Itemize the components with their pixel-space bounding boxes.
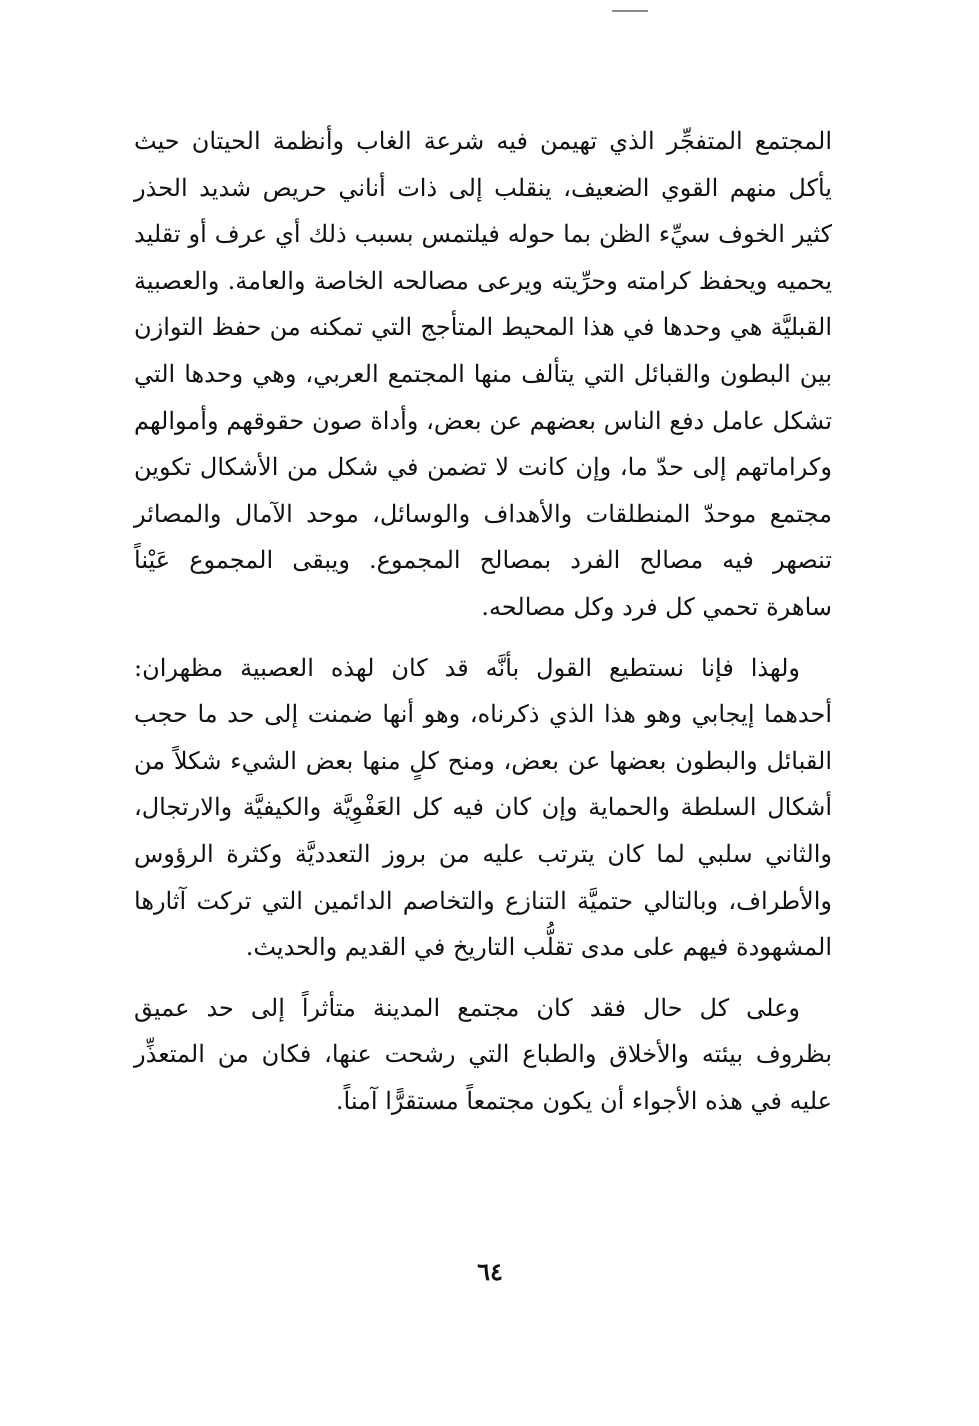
page-number: ٦٤	[477, 1257, 503, 1286]
text-line: وكراماتهم إلى حدّ ما، وإن كانت لا تضمن في شكل من الأشكال تكوين	[134, 453, 832, 482]
text-line: القبليَّة هي وحدها في هذا المحيط المتأجج التي تمكنه من حفظ التوازن	[134, 313, 832, 342]
text-line: والثاني سلبي لما كان يترتب عليه من بروز التعدديَّة وكثرة الرؤوس	[134, 839, 832, 868]
text-line: أشكال السلطة والحماية وإن كان فيه كل العَفْوِيَّة والكيفيَّة والارتجال،	[134, 793, 832, 822]
text-line: يأكل منهم القوي الضعيف، ينقلب إلى ذات أناني حريص شديد الحذر	[134, 173, 832, 202]
text-line: تنصهر فيه مصالح الفرد بمصالح المجموع. ويبقى المجموع عَيْناً	[134, 546, 832, 575]
text-line: تشكل عامل دفع الناس بعضهم عن بعض، وأداة صون حقوقهم وأموالهم	[134, 406, 832, 435]
text-line: المشهودة فيهم على مدى تقلُّب التاريخ في القديم والحديث.	[245, 933, 832, 962]
text-line: المجتمع المتفجِّر الذي تهيمن فيه شرعة الغاب وأنظمة الحيتان حيث	[134, 127, 832, 155]
text-line: مجتمع موحدّ المنطلقات والأهداف والوسائل، موحد الآمال والمصائر	[134, 499, 832, 528]
text-line: عليه في هذه الأجواء أن يكون مجتمعاً مستقرًّا آمناً.	[335, 1086, 832, 1115]
text-line: يحميه ويحفظ كرامته وحرِّيته ويرعى مصالحه الخاصة والعامة. والعصبية	[134, 266, 832, 295]
text-line: أحدهما إيجابي وهو هذا الذي ذكرناه، وهو أنها ضمنت إلى حد ما حجب	[134, 700, 832, 729]
text-line: بظروف بيئته والأخلاق والطباع التي رشحت عنها، فكان من المتعذِّر	[134, 1040, 832, 1069]
text-line: كثير الخوف سيِّء الظن بما حوله فيلتمس بسبب ذلك أي عرف أو تقليد	[134, 220, 832, 249]
paragraph-1	[134, 118, 832, 631]
text-line: والأطراف، وبالتالي حتميَّة التنازع والتخاصم الدائمين التي تركت آثارها	[134, 886, 832, 915]
top-rule	[612, 10, 648, 12]
body-text	[134, 118, 832, 1124]
paragraph-2	[134, 645, 832, 971]
text-line: ولهذا فإنا نستطيع القول بأنَّه قد كان لهذه العصبية مظهران:	[134, 653, 800, 682]
text-line: بين البطون والقبائل التي يتألف منها المجتمع العربي، وهي وحدها التي	[134, 359, 832, 388]
paragraph-3	[134, 985, 832, 1125]
text-line: وعلى كل حال فقد كان مجتمع المدينة متأثراً إلى حد عميق	[134, 993, 800, 1022]
text-line: القبائل والبطون بعضها عن بعض، ومنح كلٍ منها بعض الشيء شكلاً من	[134, 746, 832, 775]
text-line: ساهرة تحمي كل فرد وكل مصالحه.	[481, 592, 832, 621]
